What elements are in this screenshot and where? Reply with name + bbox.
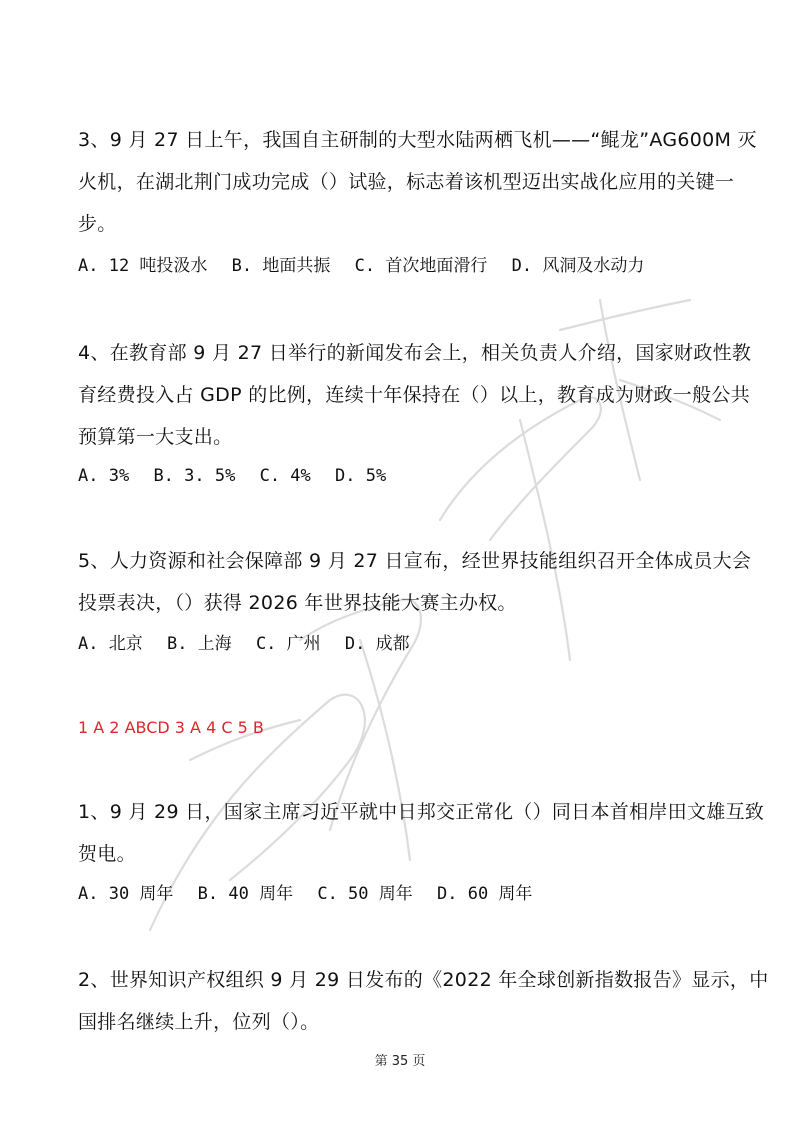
question-text-line: 投票表决，（）获得 2026 年世界技能大赛主办权。 [78,592,517,614]
options-row [78,883,546,905]
option-d: D. 60 周年 [437,884,533,904]
option-b: B. 3. 5% [153,466,236,486]
question-text-line: 国排名继续上升，位列（）。 [78,1011,320,1033]
question-text-line: 育经费投入占 GDP 的比例，连续十年保持在（）以上，教育成为财政一般公共 [78,384,750,406]
option-b: B. 地面共振 [231,256,331,276]
question-text-line: 1、9 月 29 日，国家主席习近平就中日邦交正常化（）同日本首相岸田文雄互致 [78,801,765,823]
option-a: A. 30 周年 [78,884,174,904]
option-d: D. 成都 [344,634,410,654]
question-text-line: 贺电。 [78,843,136,865]
option-a: A. 12 吨投汲水 [78,256,208,276]
options-row [78,633,424,655]
question-text-line: 步。 [78,213,117,235]
answer-key: 1 A 2 ABCD 3 A 4 C 5 B [78,718,264,737]
option-c: C. 广州 [255,634,321,654]
question-text-line: 预算第一大支出。 [78,426,233,448]
question-text-line: 火机，在湖北荆门成功完成（）试验，标志着该机型迈出实战化应用的关键一 [78,171,735,193]
option-c: C. 4% [259,466,311,486]
option-c: C. 50 周年 [317,884,413,904]
option-d: D. 5% [335,466,387,486]
options-row [78,465,400,487]
option-d: D. 风洞及水动力 [511,256,645,276]
option-b: B. 上海 [166,634,232,654]
page-number: 第 35 页 [374,1054,426,1069]
options-row [78,255,658,277]
question-text-line: 2、世界知识产权组织 9 月 29 日发布的《2022 年全球创新指数报告》显示，中 [78,969,769,991]
question-text-line: 5、人力资源和社会保障部 9 月 27 日宣布，经世界技能组织召开全体成员大会 [78,550,752,572]
question-text-line: 4、在教育部 9 月 27 日举行的新闻发布会上，相关负责人介绍，国家财政性教 [78,342,752,364]
option-b: B. 40 周年 [197,884,294,904]
option-a: A. 北京 [78,634,143,654]
option-c: C. 首次地面滑行 [354,256,488,276]
option-a: A. 3% [78,466,130,486]
question-text-line: 3、9 月 27 日上午，我国自主研制的大型水陆两栖飞机——“鲲龙”AG600M 灭 [78,129,757,151]
